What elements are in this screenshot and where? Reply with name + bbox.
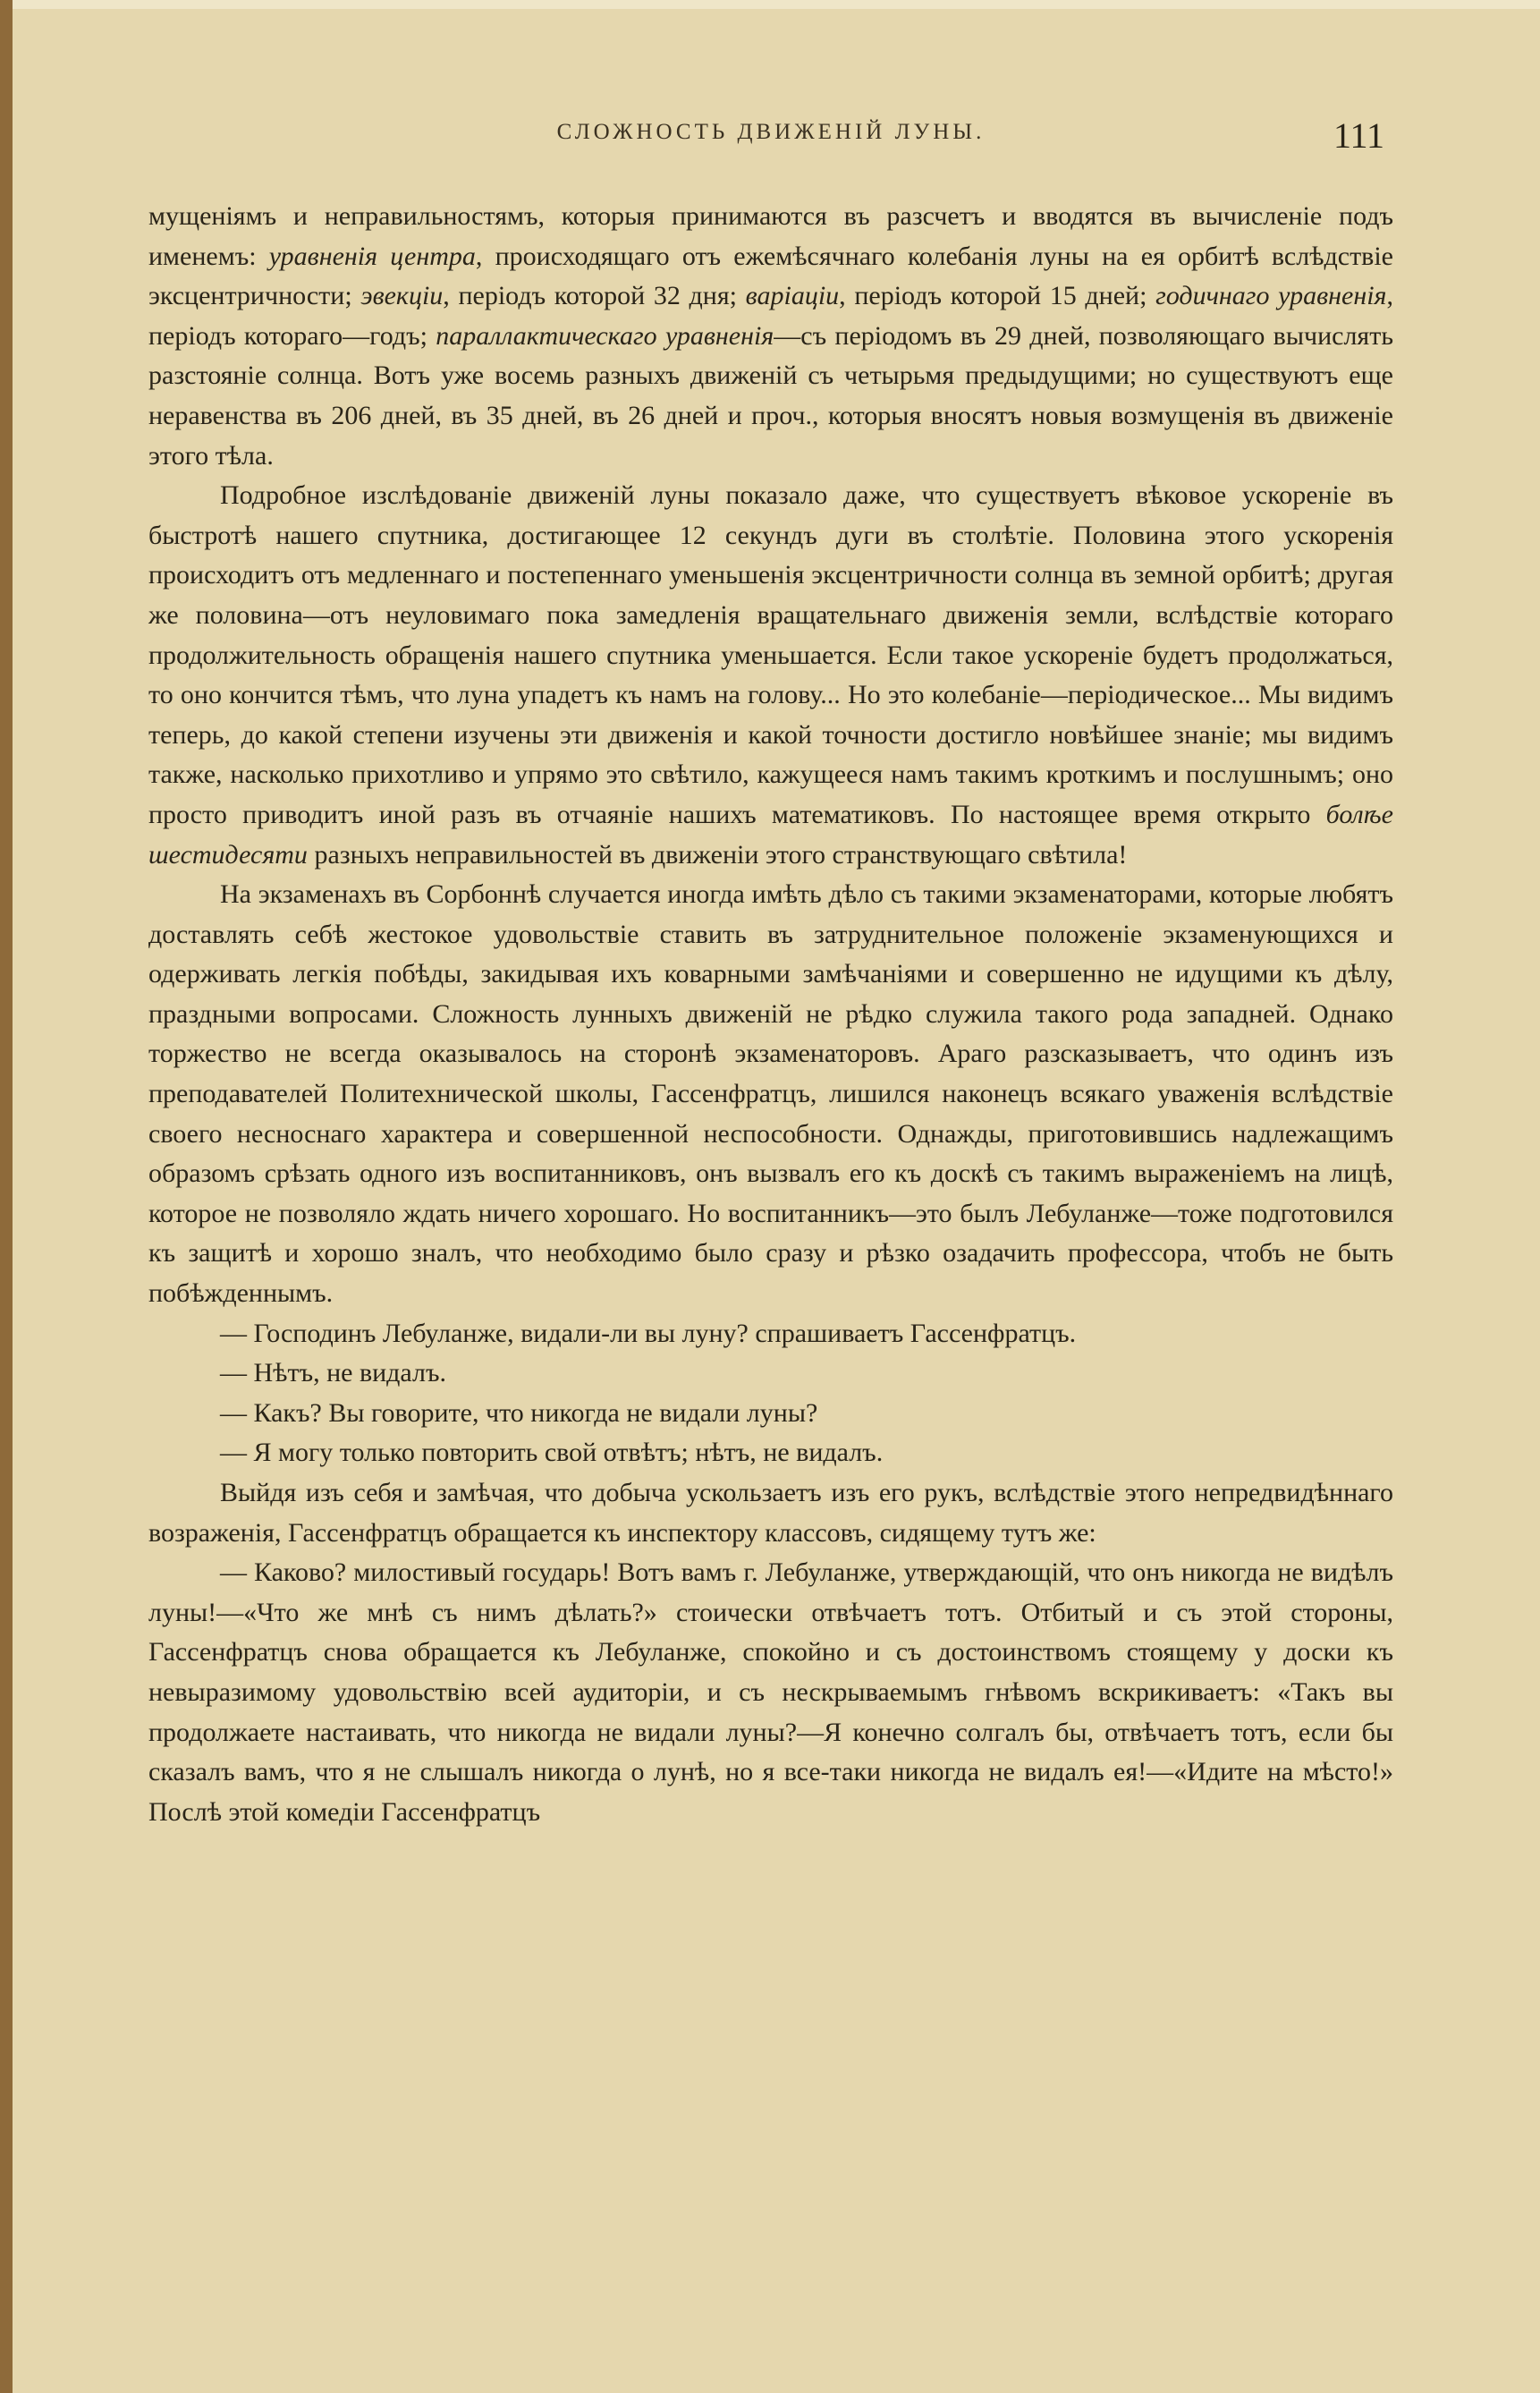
italic-term: эвекціи bbox=[360, 281, 444, 311]
paragraph bbox=[148, 1394, 1393, 1434]
text-run: мущеніямъ и неправильностямъ, которыя принимаются въ разсчетъ и вводятся въ вычисленіе подъ именемъ: bbox=[148, 201, 1393, 271]
paragraph bbox=[148, 1433, 1393, 1473]
italic-term: параллактическаго уравненія bbox=[436, 320, 774, 351]
italic-term: болѣе шестидесяти bbox=[148, 799, 1393, 870]
page-top-edge bbox=[0, 0, 1540, 9]
text-run: Выйдя изъ себя и замѣчая, что добыча ускользаетъ изъ его рукъ, вслѣдствіе этого непредвидѣннаго возраженія, Гассенфратцъ обращается къ инспектору классовъ, сидящему тутъ же: bbox=[148, 1478, 1393, 1548]
italic-term: варіаціи bbox=[745, 281, 840, 311]
paragraph bbox=[148, 875, 1393, 1314]
text-run: — Нѣтъ, не видалъ. bbox=[220, 1358, 446, 1388]
italic-term: уравненія центра bbox=[268, 241, 476, 271]
text-run: , періодъ которой 32 дня; bbox=[443, 281, 746, 311]
text-run: , періодъ котораго—годъ; bbox=[148, 281, 1393, 351]
text-run: На экзаменахъ въ Сорбоннѣ случается иногда имѣть дѣло съ такими экзаменаторами, которые любятъ доставлять себѣ жестокое удовольствіе ставить въ затруднительное положеніе экзаменующихся и одерживать легкія побѣды, закидывая ихъ коварными замѣчаніями и совершенно не идущими къ дѣлу, праздными вопросами. Сложность лунныхъ движеній не рѣдко служила такого рода западней. Однако торжество не всегда оказывалось на сторонѣ экзаменаторовъ. Араго разсказываетъ, что одинъ изъ преподавателей Политехнической школы, Гассенфратцъ, лишился наконецъ всякаго уваженія вслѣдствіе своего несноснаго характера и совершенной неспособности. Однажды, приготовившись надлежащимъ образомъ срѣзать одного изъ воспитанниковъ, онъ вызвалъ его къ доскѣ съ такимъ выраженіемъ на лицѣ, которое не позволяло ждать ничего хорошаго. Но воспитанникъ—это былъ Лебуланже—тоже подготовился къ защитѣ и хорошо зналъ, что необходимо было сразу и рѣзко озадачить профессора, чтобъ не быть побѣжденнымъ. bbox=[148, 879, 1393, 1309]
running-head bbox=[148, 115, 1393, 159]
text-run: , происходящаго отъ ежемѣсячнаго колебанія луны на ея орбитѣ вслѣдствіе эксцентричности; bbox=[148, 241, 1393, 311]
text-run: , періодъ которой 15 дней; bbox=[839, 281, 1156, 311]
text-run: —съ періодомъ въ 29 дней, позволяющаго вычислять разстояніе солнца. Вотъ уже восемь разныхъ движеній съ четырьмя предыдущими; но существуютъ еще неравенства въ 206 дней, въ 35 дней, въ 26 дней и проч., которыя вносятъ новыя возмущенія въ движеніе этого тѣла. bbox=[148, 320, 1394, 471]
text-run: — Какъ? Вы говорите, что никогда не видали луны? bbox=[220, 1397, 818, 1428]
paragraph bbox=[148, 197, 1393, 476]
italic-term: годичнаго уравненія bbox=[1155, 281, 1387, 311]
text-run: — Я могу только повторить свой отвѣтъ; нѣтъ, не видалъ. bbox=[220, 1438, 884, 1468]
page-binding-edge bbox=[0, 0, 13, 2393]
paragraph bbox=[148, 1353, 1393, 1394]
text-run: разныхъ неправильностей въ движеніи этого странствующаго свѣтила! bbox=[307, 839, 1128, 870]
paragraph bbox=[148, 1314, 1393, 1354]
paragraph bbox=[148, 476, 1393, 875]
text-run: — Каково? милостивый государь! Вотъ вамъ г. Лебуланже, утверждающій, что онъ никогда не видѣлъ луны!—«Что же мнѣ съ нимъ дѣлать?» стоически отвѣчаетъ тотъ. Отбитый и съ этой стороны, Гассенфратцъ снова обращается къ Лебуланже, спокойно и съ достоинствомъ стоящему у доски къ невыразимому удовольствію всей аудиторіи, и съ нескрываемымъ гнѣвомъ вскрикиваетъ: «Такъ вы продолжаете настаивать, что никогда не видали луны?—Я конечно солгалъ бы, отвѣчаетъ тотъ, если бы сказалъ вамъ, что я не слышалъ никогда о лунѣ, но я все-таки никогда не видалъ ея!—«Идите на мѣсто!» Послѣ этой комедіи Гассенфратцъ bbox=[148, 1557, 1393, 1827]
body-text bbox=[148, 197, 1393, 1832]
paragraph bbox=[148, 1553, 1393, 1832]
page-number: 111 bbox=[1333, 115, 1384, 156]
running-title: СЛОЖНОСТЬ ДВИЖЕНІЙ ЛУНЫ. bbox=[556, 120, 986, 144]
paragraph bbox=[148, 1473, 1393, 1553]
text-run: Подробное изслѣдованіе движеній луны показало даже, что существуетъ вѣковое ускореніе въ быстротѣ нашего спутника, достигающее 12 секундъ дуги въ столѣтіе. Половина этого ускоренія происходитъ отъ медленнаго и постепеннаго уменьшенія эксцентричности солнца въ земной орбитѣ; другая же половина—отъ неуловимаго пока замедленія вращательнаго движенія земли, вслѣдствіе котораго продолжительность обращенія нашего спутника уменьшается. Если такое ускореніе будетъ продолжаться, то оно кончится тѣмъ, что луна упадетъ къ намъ на голову... Но это колебаніе—періодическое... Мы видимъ теперь, до какой степени изучены эти движенія и какой точности достигло новѣйшее знаніе; мы видимъ также, насколько прихотливо и упрямо это свѣтило, кажущееся намъ такимъ кроткимъ и послушнымъ; оно просто приводитъ иной разъ въ отчаяніе нашихъ математиковъ. По настоящее время открыто bbox=[148, 480, 1393, 829]
text-run: — Господинъ Лебуланже, видали-ли вы луну? спрашиваетъ Гассенфратцъ. bbox=[220, 1318, 1077, 1348]
